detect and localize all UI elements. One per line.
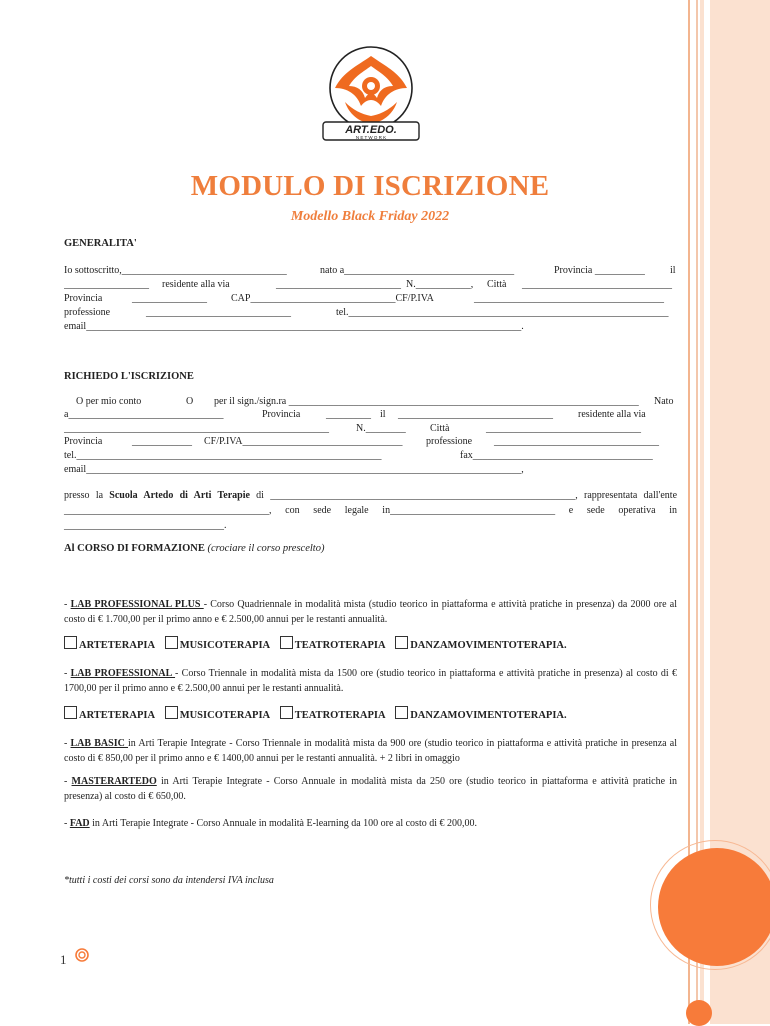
label-professione: professione (64, 307, 111, 318)
checkbox[interactable] (395, 636, 408, 649)
checkbox[interactable] (64, 636, 77, 649)
course-lab-basic[interactable] (64, 736, 677, 766)
form-line (64, 293, 677, 307)
form-line (64, 265, 677, 279)
option-label: DANZAMOVIMENTOTERAPIA. (410, 710, 567, 721)
course-dash: - (64, 818, 70, 829)
option-label: TEATROTERAPIA (294, 640, 386, 651)
course-description: - Corso Triennale in modalità mista da 1500 ore (studio teorico in piattaforma e attività pratiche in presenza) al costo di € 1700,00 per il primo anno e € 2.500,00 annui per le restanti annualità. (64, 668, 677, 694)
richiedo-heading: RICHIEDO L'ISCRIZIONE (64, 371, 194, 382)
corso-note: (crociare il corso prescelto) (207, 543, 325, 554)
option-arteterapia[interactable] (64, 710, 155, 721)
corso-heading-text: Al CORSO DI FORMAZIONE (64, 543, 205, 554)
option-danzamovimentoterapia[interactable] (395, 710, 566, 721)
field-cap-cf[interactable]: CAP_____________________________CF/P.IVA (231, 293, 434, 304)
option-arteterapia[interactable] (64, 640, 155, 651)
field-sottoscritto[interactable]: Io sottoscritto,_________________________________ (64, 265, 287, 276)
field-tel[interactable]: tel._____________________________________________________________ (64, 450, 382, 461)
checkbox[interactable] (165, 706, 178, 719)
label-il: il (670, 265, 676, 276)
option-label: TEATROTERAPIA (294, 710, 386, 721)
field-data-nascita[interactable]: _______________________________ (398, 409, 553, 420)
form-line (64, 279, 677, 293)
course-description: - Corso Quadriennale in modalità mista (studio teorico in piattaforma e attività pratiche in presenza) da 2000 ore al costo di € 1.700,00 per il primo anno e € 2.500,00 annui per le restanti annualità. (64, 599, 677, 625)
checkbox[interactable] (165, 636, 178, 649)
label-citta: Città (430, 423, 450, 434)
form-line (64, 464, 677, 478)
option-musicoterapia[interactable] (165, 640, 270, 651)
course-lab-professional (64, 666, 677, 696)
artedo-logo (315, 44, 427, 148)
label-residente-via: residente alla via (162, 279, 230, 290)
label-il: il (380, 409, 386, 420)
label-residente-via: residente alla via (578, 409, 646, 420)
field-provincia[interactable]: _________ (326, 409, 371, 420)
presso-text: presso la (64, 490, 110, 501)
checkbox[interactable] (280, 636, 293, 649)
page-title: MODULO DI ISCRIZIONE (190, 170, 550, 202)
page-subtitle: Modello Black Friday 2022 (290, 209, 450, 224)
option-musicoterapia[interactable] (165, 710, 270, 721)
generalita-heading: GENERALITA' (64, 238, 137, 249)
field-email[interactable]: email_______________________________________________________________________________________. (64, 321, 524, 332)
course-masterartedo[interactable] (64, 774, 677, 804)
field-citta[interactable]: _______________________________ (486, 423, 641, 434)
field-provincia[interactable]: Provincia __________ (554, 265, 645, 276)
field-tel[interactable]: tel.________________________________________________________________ (336, 307, 669, 318)
field-nato-a[interactable]: nato a__________________________________ (320, 265, 515, 276)
course-dash: - (64, 738, 71, 749)
corso-heading (64, 543, 324, 554)
course-name: FAD (69, 818, 90, 829)
svg-text:ART.EDO.: ART.EDO. (345, 124, 397, 136)
field-cf-piva[interactable]: CF/P.IVA________________________________ (204, 436, 403, 447)
field-nato-a[interactable]: a_______________________________ (64, 409, 224, 420)
option-per-altro[interactable]: O (186, 396, 194, 407)
label-provincia: Provincia (64, 293, 103, 304)
page-number: 1 (60, 952, 67, 967)
field-numero[interactable]: N.___________, (406, 279, 474, 290)
label-nato: Nato (654, 396, 674, 407)
form-line (64, 409, 677, 423)
option-danzamovimentoterapia[interactable] (395, 640, 566, 651)
course-name: MASTERARTEDO (71, 776, 157, 787)
field-provincia[interactable]: ____________ (132, 436, 192, 447)
target-icon (75, 948, 89, 962)
option-teatroterapia[interactable] (280, 640, 386, 651)
course-dash: - (64, 599, 71, 610)
course-name: LAB PROFESSIONAL (70, 668, 176, 679)
option-label: MUSICOTERAPIA (179, 640, 271, 651)
course-options-row (64, 706, 574, 721)
form-line (64, 423, 677, 437)
option-per-mio-conto[interactable]: O per mio conto (76, 396, 142, 407)
course-name: LAB BASIC (70, 738, 129, 749)
course-options-row (64, 636, 574, 651)
label-citta: Città (487, 279, 507, 290)
option-teatroterapia[interactable] (280, 710, 386, 721)
checkbox[interactable] (64, 706, 77, 719)
form-line (64, 307, 677, 321)
presso-paragraph (64, 488, 677, 533)
course-lab-professional-plus (64, 597, 677, 627)
checkbox[interactable] (395, 706, 408, 719)
form-line (64, 436, 677, 450)
course-description: in Arti Terapie Integrate - Corso Triennale in modalità mista da 900 ore (studio teorico in piattaforma e attività pratiche in presenza al costo di € 850,00 per il primo anno e € 1400,00 annui per le restanti annualità. + 2 libri in omaggio (64, 738, 677, 764)
course-fad[interactable] (64, 816, 677, 831)
checkbox[interactable] (280, 706, 293, 719)
field-sign[interactable]: per il sign./sign.ra ______________________________________________________________________ (214, 396, 639, 407)
course-dash: - (64, 776, 72, 787)
field-professione[interactable]: _________________________________ (494, 436, 659, 447)
field-cf-piva[interactable]: ______________________________________ (474, 293, 664, 304)
course-description: in Arti Terapie Integrate - Corso Annuale in modalità E-learning da 100 ore al costo di € 200,00. (89, 818, 478, 829)
option-label: DANZAMOVIMENTOTERAPIA. (410, 640, 567, 651)
course-name: LAB PROFESSIONAL PLUS (70, 599, 204, 610)
form-line (64, 321, 677, 335)
option-label: MUSICOTERAPIA (179, 710, 271, 721)
school-name: Scuola Artedo di Arti Terapie (109, 490, 250, 501)
course-dash: - (64, 668, 71, 679)
footnote: *tutti i costi dei corsi sono da intendersi IVA inclusa (64, 875, 274, 886)
field-citta[interactable]: ______________________________ (522, 279, 672, 290)
course-description: in Arti Terapie Integrate - Corso Annuale in modalità mista da 250 ore (studio teorico in piattaforma e attività pratiche in presenza) al costo di € 650,00. (64, 776, 677, 802)
field-provincia[interactable]: _______________ (132, 293, 207, 304)
label-provincia: Provincia (262, 409, 301, 420)
label-professione: professione (426, 436, 473, 447)
form-line (64, 396, 677, 410)
field-professione[interactable]: _____________________________ (146, 307, 291, 318)
field-via[interactable]: _________________________ (276, 279, 401, 290)
option-label: ARTETERAPIA (79, 640, 156, 651)
option-label: ARTETERAPIA (79, 710, 156, 721)
presso-fields[interactable]: di _____________________________________________________________, rappresentata dall'ente _________________________________________, con sede legale in_________________________________ e sede operativa in ________________________________. (64, 490, 678, 531)
field-data-nascita[interactable]: _________________ (64, 279, 149, 290)
label-provincia: Provincia (64, 436, 103, 447)
svg-text:N E T W O R K: N E T W O R K (355, 135, 387, 140)
field-email[interactable]: email_______________________________________________________________________________________, (64, 464, 524, 475)
field-fax[interactable]: fax____________________________________ (460, 450, 653, 461)
form-line (64, 450, 677, 464)
field-via[interactable]: _____________________________________________________ (64, 423, 329, 434)
field-numero[interactable]: N.________ (356, 423, 406, 434)
